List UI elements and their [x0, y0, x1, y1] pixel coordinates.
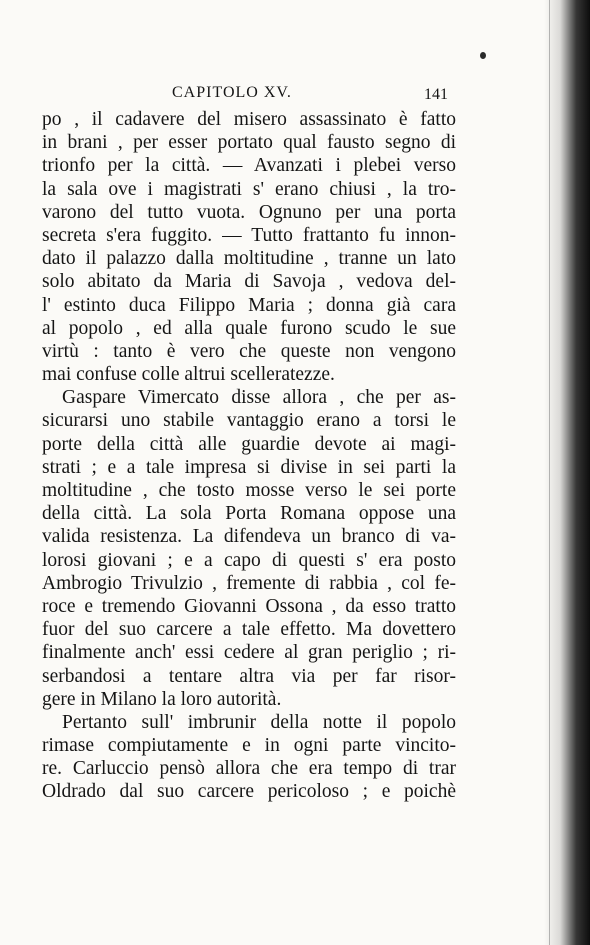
paragraph-1 — [42, 108, 456, 386]
ink-spot — [480, 52, 486, 59]
paragraph-3 — [42, 711, 456, 804]
text-line: Pertanto sull' imbrunir della notte il popolo — [62, 711, 456, 733]
text-line: lorosi giovani ; e a capo di questi s' era posto — [42, 549, 456, 571]
text-line: gere in Milano la loro autorità. — [42, 688, 282, 710]
text-line: della città. La sola Porta Romana oppose una — [42, 503, 456, 525]
text-line: Gaspare Vimercato disse allora , che per as- — [62, 387, 456, 409]
text-line: moltitudine , che tosto mosse verso le sei porte — [42, 480, 456, 501]
text-line: valida resistenza. La difendeva un branco di va- — [42, 526, 456, 548]
text-line: sicurarsi uno stabile vantaggio erano a torsi le — [42, 410, 456, 432]
text-line: in brani , per esser portato qual fausto segno di — [42, 132, 456, 154]
text-line: dato il palazzo dalla moltitudine , tranne un lato — [42, 248, 456, 270]
text-line: secreta s'era fuggito. — Tutto frattanto fu innon- — [42, 224, 456, 246]
chapter-title: CAPITOLO XV. — [172, 84, 292, 101]
text-line: roce e tremendo Giovanni Ossona , da esso tratto — [42, 595, 456, 617]
text-line: Oldrado dal suo carcere pericoloso ; e poichè — [42, 781, 456, 803]
text-line: Ambrogio Trivulzio , fremente di rabbia , col fe- — [42, 572, 456, 594]
text-line: varono del tutto vuota. Ognuno per una porta — [42, 201, 456, 223]
text-line: strati ; e a tale impresa si divise in sei parti la — [42, 456, 456, 478]
paragraph-2 — [42, 386, 456, 711]
text-line: trionfo per la città. — Avanzati i plebei verso — [42, 155, 456, 177]
text-line: rimase compiutamente e in ogni parte vincito- — [42, 735, 456, 757]
text-line: finalmente anch' essi cedere al gran periglio ; ri- — [42, 642, 456, 664]
text-line: fuor del suo carcere a tale effetto. Ma dovettero — [42, 619, 456, 641]
text-line: porte della città alle guardie devote ai magi- — [42, 433, 456, 455]
text-line: mai confuse colle altrui scelleratezze. — [42, 364, 335, 386]
running-head — [0, 84, 590, 106]
body-text — [42, 108, 456, 804]
text-line: l' estinto duca Filippo Maria ; donna già cara — [42, 294, 456, 316]
text-line: solo abitato da Maria di Savoja , vedova del- — [42, 271, 456, 293]
text-line: re. Carluccio pensò allora che era tempo di trar — [42, 758, 456, 780]
text-line: serbandosi a tentare altra via per far risor- — [42, 665, 456, 687]
text-line: la sala ove i magistrati s' erano chiusi , la tro- — [42, 178, 456, 200]
page-number: 141 — [424, 86, 448, 103]
text-line: al popolo , ed alla quale furono scudo le sue — [42, 317, 456, 339]
scan-edge-shadow — [544, 0, 590, 945]
text-line: virtù : tanto è vero che queste non vengono — [42, 340, 456, 362]
text-line: po , il cadavere del misero assassinato è fatto — [42, 109, 456, 130]
